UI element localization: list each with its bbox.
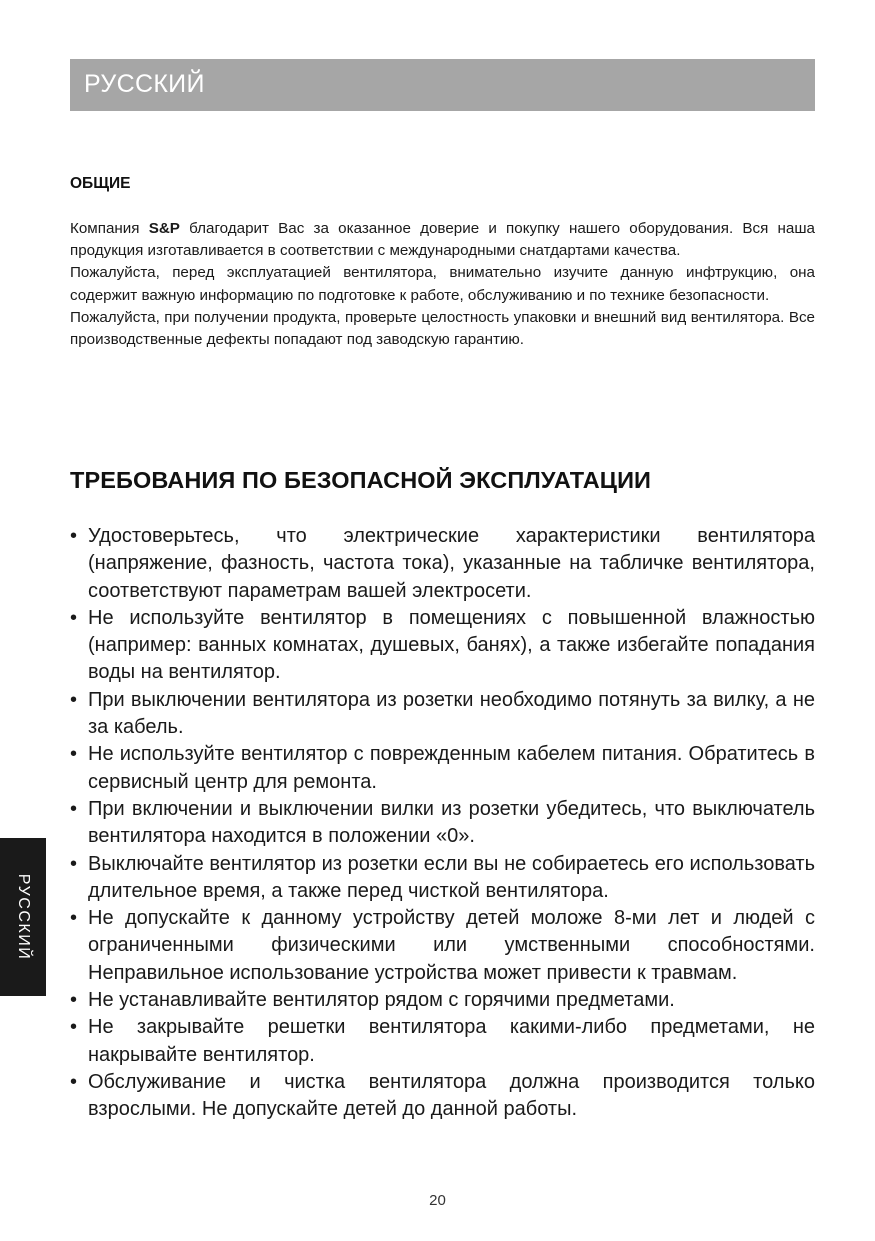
safety-rule: • При выключении вентилятора из розетки необходимо потянуть за вилку, а не за кабель. bbox=[70, 687, 815, 742]
safety-rule: • Не используйте вентилятор в помещениях с повышенной влажностью (например: ванных комнатах, душевых, банях), а также избегайте попадания воды на вентилятор. bbox=[70, 605, 815, 687]
general-heading: ОБЩИЕ bbox=[70, 175, 131, 192]
safety-rule: • Удостоверьтесь, что электрические характеристики вентилятора (напряжение, фазность, частота тока), указанные на табличке вентилятора, соответствуют параметрам вашей электросети. bbox=[70, 523, 815, 605]
side-tab-label: РУССКИЙ bbox=[15, 873, 32, 961]
page-number: 20 bbox=[429, 1192, 446, 1209]
safety-rule: • При включении и выключении вилки из розетки убедитесь, что выключатель вентилятора находится в положении «0». bbox=[70, 796, 815, 851]
safety-rule: • Не используйте вентилятор с поврежденным кабелем питания. Обратитесь в сервисный центр для ремонта. bbox=[70, 741, 815, 796]
intro-paragraph-2: Пожалуйста, перед эксплуатацией вентилятора, внимательно изучите данную инфтрукцию, она содержит важную информацию по подготовке к работе, обслуживанию и по технике безопасности. bbox=[70, 264, 815, 304]
language-side-tab bbox=[0, 838, 46, 996]
intro-paragraph-1-prefix: Компания bbox=[70, 220, 149, 237]
safety-heading: ТРЕБОВАНИЯ ПО БЕЗОПАСНОЙ ЭКСПЛУАТАЦИИ bbox=[70, 467, 652, 493]
intro-paragraph-1-rest: благодарит Вас за оказанное доверие и покупку нашего оборудования. Вся наша продукция изготавливается в соответствии с международными снатдартами качества. bbox=[70, 220, 815, 260]
safety-rule: • Обслуживание и чистка вентилятора должна производится только взрослыми. Не допускайте детей до данной работы. bbox=[70, 1069, 815, 1124]
intro-paragraph-1 bbox=[70, 218, 815, 262]
brand-name: S&P bbox=[148, 220, 180, 237]
language-header-bar bbox=[70, 59, 815, 111]
safety-rule: • Не устанавливайте вентилятор рядом с горячими предметами. bbox=[70, 987, 815, 1014]
safety-rule: • Выключайте вентилятор из розетки если вы не собираетесь его использовать длительное время, а также перед чисткой вентилятора. bbox=[70, 851, 815, 906]
general-intro bbox=[70, 218, 815, 351]
safety-rule: • Не закрывайте решетки вентилятора какими-либо предметами, не накрывайте вентилятор. bbox=[70, 1014, 815, 1069]
intro-paragraph-3: Пожалуйста, при получении продукта, проверьте целостность упаковки и внешний вид вентилятора. Все производственные дефекты попадают под заводскую гарантию. bbox=[70, 308, 815, 349]
safety-rule: • Не допускайте к данному устройству детей моложе 8-ми лет и людей с ограниченными физическими или умственными способностями. Неправильное использование устройства может привести к травмам. bbox=[70, 905, 815, 987]
safety-rules-list bbox=[70, 523, 815, 1124]
language-title: РУССКИЙ bbox=[84, 70, 205, 98]
